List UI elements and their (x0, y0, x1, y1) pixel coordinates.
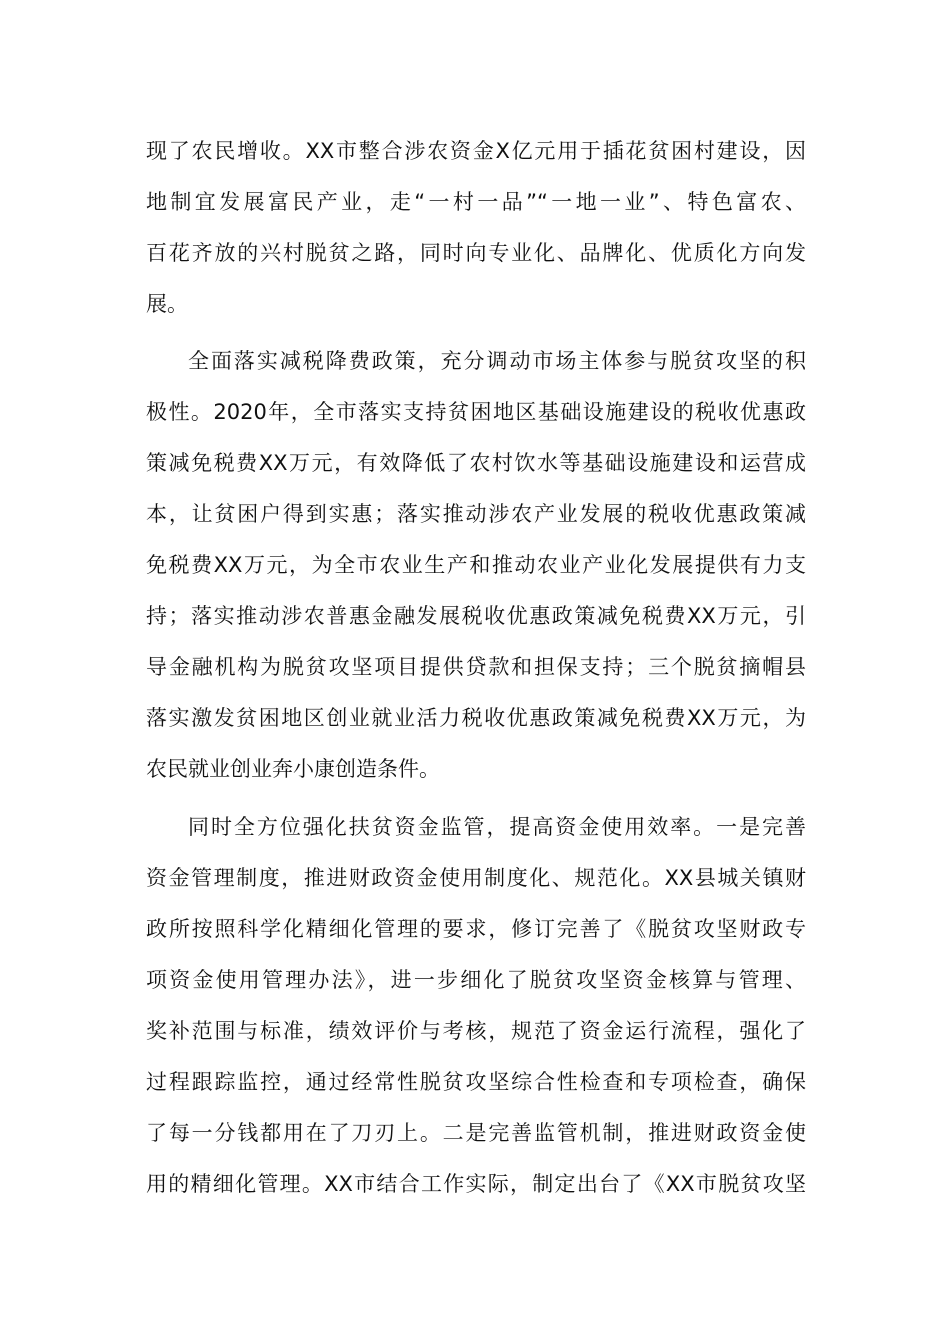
text-line: 免税费XX万元，为全市农业生产和推动农业产业化发展提供有力支 (146, 553, 806, 577)
text-line: 本，让贫困户得到实惠；落实推动涉农产业发展的税收优惠政策减 (146, 502, 806, 526)
text-line: 现了农民增收。XX市整合涉农资金X亿元用于插花贫困村建设，因 (146, 139, 806, 163)
text-line: 同时全方位强化扶贫资金监管，提高资金使用效率。一是完善 (188, 815, 806, 839)
paragraph-2 (146, 336, 806, 795)
text-line: 奖补范围与标准，绩效评价与考核，规范了资金运行流程，强化了 (146, 1019, 806, 1043)
text-line: 持；落实推动涉农普惠金融发展税收优惠政策减免税费XX万元，引 (146, 604, 806, 628)
paragraph-1 (146, 126, 806, 330)
text-line: 政所按照科学化精细化管理的要求，修订完善了《脱贫攻坚财政专 (146, 917, 806, 941)
text-line: 项资金使用管理办法》，进一步细化了脱贫攻坚资金核算与管理、 (146, 968, 806, 992)
text-line: 资金管理制度，推进财政资金使用制度化、规范化。XX县城关镇财 (146, 866, 806, 890)
text-line: 展。 (146, 292, 188, 316)
text-line: 了每一分钱都用在了刀刃上。二是完善监管机制，推进财政资金使 (146, 1121, 806, 1145)
text-line: 导金融机构为脱贫攻坚项目提供贷款和担保支持；三个脱贫摘帽县 (146, 655, 806, 679)
text-line: 极性。2020年，全市落实支持贫困地区基础设施建设的税收优惠政 (146, 400, 806, 424)
text-line: 策减免税费XX万元，有效降低了农村饮水等基础设施建设和运营成 (146, 451, 806, 475)
text-line: 全面落实减税降费政策，充分调动市场主体参与脱贫攻坚的积 (188, 349, 806, 373)
text-line: 百花齐放的兴村脱贫之路，同时向专业化、品牌化、优质化方向发 (146, 241, 806, 265)
text-line: 用的精细化管理。XX市结合工作实际，制定出台了《XX市脱贫攻坚 (146, 1172, 806, 1196)
text-line: 过程跟踪监控，通过经常性脱贫攻坚综合性检查和专项检查，确保 (146, 1070, 806, 1094)
text-line: 落实激发贫困地区创业就业活力税收优惠政策减免税费XX万元，为 (146, 706, 806, 730)
text-line: 农民就业创业奔小康创造条件。 (146, 757, 440, 781)
text-line: 地制宜发展富民产业，走“一村一品”“一地一业”、特色富农、 (146, 190, 806, 214)
paragraph-3 (146, 802, 806, 1210)
